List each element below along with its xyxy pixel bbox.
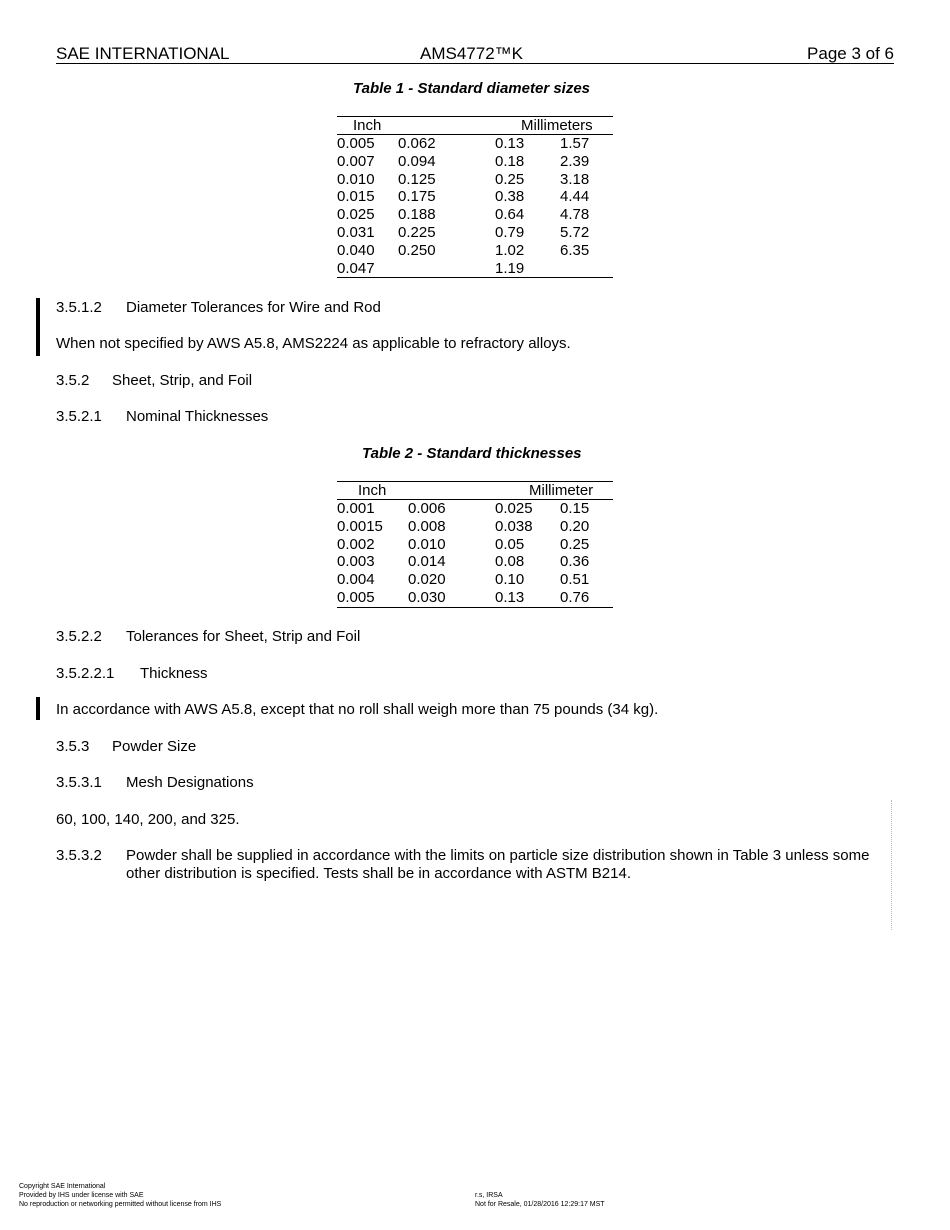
table-row: 0.015 0.175 0.38 4.44	[337, 188, 590, 206]
section-number: 3.5.3.1	[56, 774, 102, 791]
paragraph: In accordance with AWS A5.8, except that no roll shall weigh more than 75 pounds (34 kg).	[56, 701, 659, 718]
section-title: Nominal Thicknesses	[126, 408, 269, 425]
table-row: 0.0015 0.008 0.038 0.20	[337, 517, 590, 535]
section-number: 3.5.2.2	[56, 628, 102, 645]
table-row: 0.047 1.19	[337, 260, 613, 278]
table-row: 0.005 0.062 0.13 1.57	[337, 135, 590, 152]
section-title: Sheet, Strip, and Foil	[112, 372, 253, 389]
section-number: 3.5.2	[56, 372, 90, 389]
table-row: 0.025 0.188 0.64 4.78	[337, 206, 590, 224]
footer-license: No reproduction or networking permitted without license from IHS	[19, 1201, 222, 1208]
table2-col-inch: Inch	[337, 482, 495, 500]
header-org: SAE INTERNATIONAL	[56, 44, 230, 63]
footer-user: r.s, IRSA	[475, 1192, 503, 1199]
table1-col-inch: Inch	[337, 117, 495, 135]
table-row: 0.007 0.094 0.18 2.39	[337, 152, 590, 170]
table1	[337, 116, 613, 278]
paragraph-line: Powder shall be supplied in accordance with the limits on particle size distribution shown in Table 3 unless some	[126, 847, 870, 864]
table1-caption: Table 1 - Standard diameter sizes	[353, 80, 591, 97]
header-rule	[56, 63, 894, 64]
section-title: Diameter Tolerances for Wire and Rod	[126, 299, 381, 316]
table-row: 0.004 0.020 0.10 0.51	[337, 571, 590, 589]
revision-change-bar	[36, 298, 40, 356]
table-row: 0.002 0.010 0.05 0.25	[337, 535, 590, 553]
table2	[337, 481, 613, 608]
footer-copyright: Copyright SAE International	[19, 1183, 106, 1190]
section-title: Tolerances for Sheet, Strip and Foil	[126, 628, 361, 645]
table2-caption: Table 2 - Standard thicknesses	[362, 445, 582, 462]
section-number: 3.5.3	[56, 738, 90, 755]
paragraph: When not specified by AWS A5.8, AMS2224 as applicable to refractory alloys.	[56, 335, 571, 352]
header-doc-id: AMS4772™K	[420, 44, 523, 63]
table1-col-mm: Millimeters	[495, 117, 613, 135]
revision-change-bar	[36, 697, 40, 720]
header-page-number: Page 3 of 6	[807, 44, 894, 63]
margin-marks	[891, 800, 895, 930]
table-row: 0.001 0.006 0.025 0.15	[337, 500, 590, 517]
paragraph: 60, 100, 140, 200, and 325.	[56, 811, 240, 828]
table-row: 0.005 0.030 0.13 0.76	[337, 589, 613, 607]
section-number: 3.5.2.2.1	[56, 665, 115, 682]
footer-provided: Provided by IHS under license with SAE	[19, 1192, 144, 1199]
paragraph-line: other distribution is specified. Tests shall be in accordance with ASTM B214.	[126, 865, 631, 882]
table-row: 0.003 0.014 0.08 0.36	[337, 553, 590, 571]
footer-left	[19, 1182, 221, 1209]
footer-right	[475, 1191, 605, 1209]
table-row: 0.040 0.250 1.02 6.35	[337, 241, 590, 259]
table2-col-mm: Millimeter	[495, 482, 613, 500]
section-title: Thickness	[140, 665, 208, 682]
section-title: Mesh Designations	[126, 774, 254, 791]
footer-resale: Not for Resale, 01/28/2016 12:29:17 MST	[475, 1201, 605, 1208]
section-number: 3.5.1.2	[56, 299, 102, 316]
section-title: Powder Size	[112, 738, 197, 755]
table-row: 0.010 0.125 0.25 3.18	[337, 170, 590, 188]
table-row: 0.031 0.225 0.79 5.72	[337, 223, 590, 241]
section-number: 3.5.2.1	[56, 408, 102, 425]
section-number: 3.5.3.2	[56, 847, 102, 864]
